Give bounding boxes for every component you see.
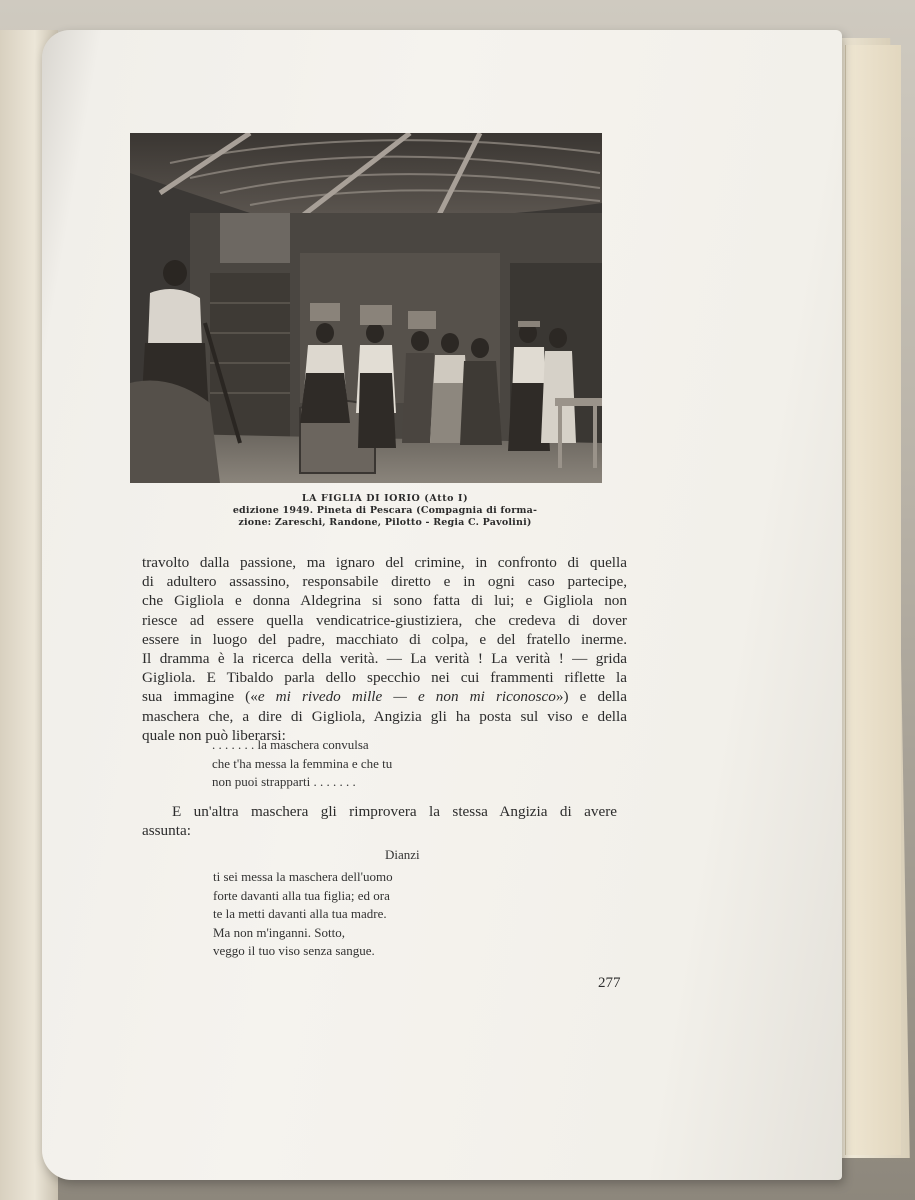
text-line: di adultero assassino, responsabile diretto e in ogni caso partecipe, [142,573,627,591]
text-line: maschera che, a dire di Gigliola, Angizia gli ha posta sul viso e della [142,707,627,725]
stage-photograph-image [130,133,602,483]
verse-quote-2-first [385,846,420,865]
book-cover-edge [845,45,901,1155]
page-number: 277 [598,975,621,991]
text-line: Gigliola. E Tibaldo parla dello specchio nei cui frammenti riflette la [142,669,627,687]
text-line: assunta: [142,822,191,840]
paragraph-main [142,553,627,745]
text-line: E un'altra maschera gli rimprovera la stessa Angizia di avere [172,803,617,820]
text-line: essere in luogo del padre, macchiato di colpa, e del fratello inerme. [142,630,627,648]
verse-line: ti sei messa la maschera dell'uomo [213,869,393,884]
verse-line: non puoi strapparti . . . . . . . [212,774,356,789]
verse-line: Ma non m'inganni. Sotto, [213,924,345,940]
text-line: sua immagine («e mi rivedo mille — e non mi riconosco») e della [142,688,627,706]
verse-line: . . . . . . . la maschera convulsa [212,737,369,752]
text-line: quale non può liberarsi: [142,726,286,744]
verse-line: forte davanti alla tua figlia; ed ora [213,887,390,903]
verse-quote-2 [213,868,393,961]
verse-line: che t'ha messa la femmina e che tu [212,755,393,771]
verse-line: veggo il tuo viso senza sangue. [213,943,375,958]
verse-line: Dianzi [385,847,420,862]
stage-photograph [130,133,602,483]
verse-line: te la metti davanti alla tua madre. [213,906,387,921]
photo-caption [215,493,555,529]
verse-quote-1 [212,736,392,792]
text-line: riesce ad essere quella vendicatrice-giustiziera, che credeva di dover [142,611,627,629]
caption-title: LA FIGLIA DI IORIO (Atto I) [301,493,469,504]
text-line: travolto dalla passione, ma ignaro del crimine, in confronto di quella [142,554,627,571]
paragraph-second [142,802,617,840]
text-line: Il dramma è la ricerca della verità. — La verità ! La verità ! — grida [142,650,627,668]
text-line: che Gigliola e donna Aldegrina si sono fatta di lui; e Gigliola non [142,592,627,610]
caption-line: edizione 1949. Pineta di Pescara (Compagnia di forma- [232,505,538,516]
caption-line: zione: Zareschi, Randone, Pilotto - Regia C. Pavolini) [238,517,532,528]
